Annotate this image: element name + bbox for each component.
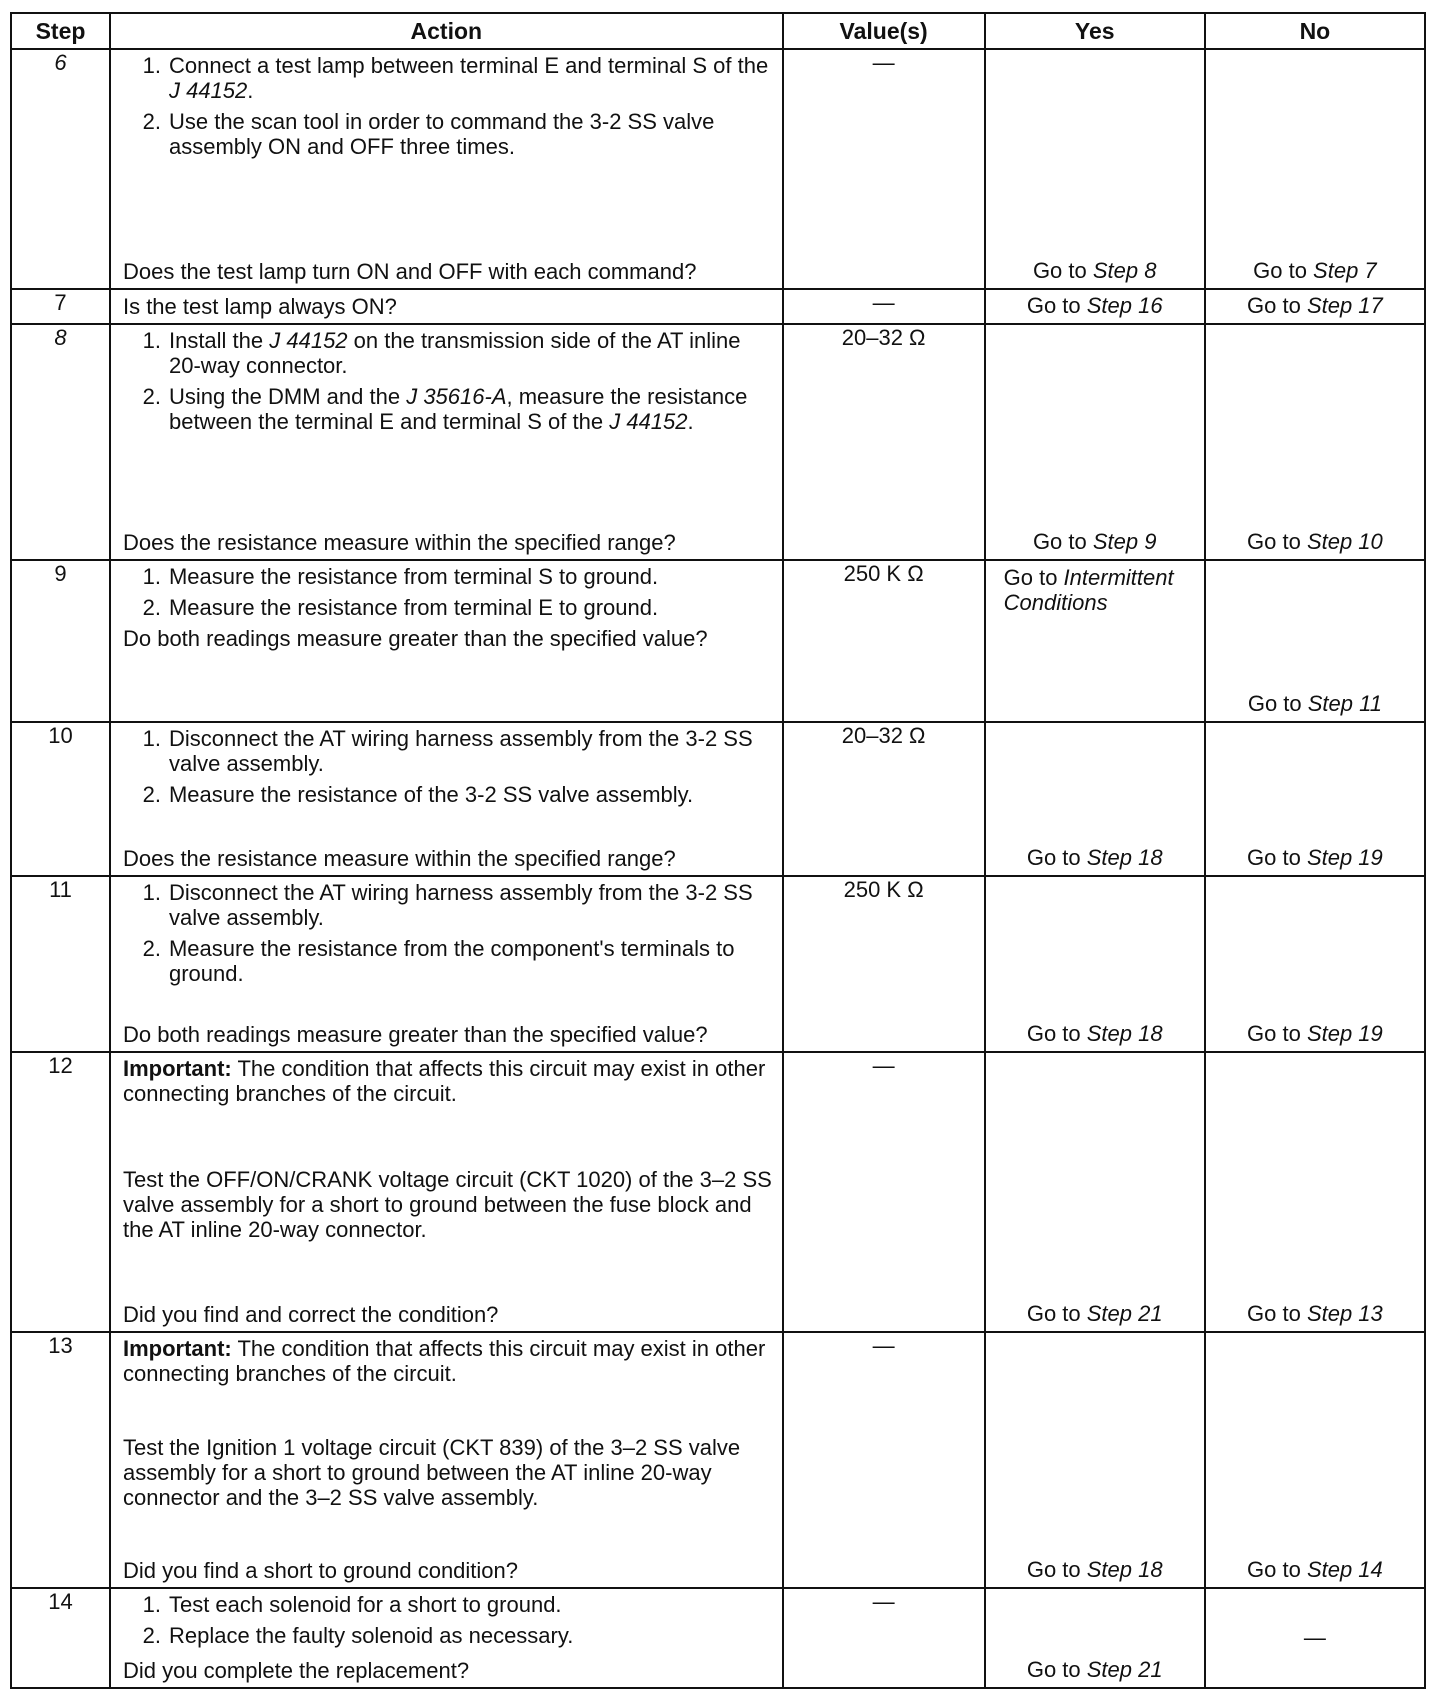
yes-cell — [985, 1588, 1205, 1688]
no-cell — [1205, 1332, 1425, 1588]
list-item: 1. Test each solenoid for a short to ground. — [142, 1592, 562, 1617]
table-row — [11, 289, 1425, 324]
no-cell — [1205, 1052, 1425, 1332]
table-row — [11, 1588, 1425, 1688]
list-item: 1. Disconnect the AT wiring harness assembly from the 3-2 SS valve assembly. — [142, 726, 753, 776]
table-row — [11, 876, 1425, 1052]
list-item: 1. Install the J 44152 on the transmission side of the AT inline 20-way connector. — [142, 328, 741, 378]
question-text: Is the test lamp always ON? — [122, 294, 397, 319]
goto-link[interactable]: Go to Step 17 — [1247, 293, 1383, 318]
list-item: 1. Connect a test lamp between terminal E and terminal S of the J 44152. — [142, 53, 769, 103]
action-cell — [110, 1332, 783, 1588]
list-item: 2. Replace the faulty solenoid as necessary. — [142, 1623, 574, 1648]
yes-cell — [985, 560, 1205, 722]
value-cell: — — [783, 1332, 985, 1588]
action-cell — [110, 289, 783, 324]
value-cell: 20–32 Ω — [783, 722, 985, 876]
header-no: No — [1205, 13, 1425, 49]
yes-cell — [985, 1332, 1205, 1588]
table-row — [11, 1332, 1425, 1588]
header-yes: Yes — [985, 13, 1205, 49]
list-item: 2. Using the DMM and the J 35616-A, measure the resistance between the terminal E and terminal S of the J 44152. — [142, 384, 748, 434]
no-cell — [1205, 49, 1425, 289]
action-cell — [110, 876, 783, 1052]
table-row — [11, 722, 1425, 876]
question-text: Did you complete the replacement? — [122, 1658, 470, 1683]
value-cell: — — [783, 289, 985, 324]
goto-link[interactable]: Go to Step 21 — [1026, 1657, 1163, 1682]
step-number: 12 — [11, 1052, 110, 1332]
value-cell: — — [783, 49, 985, 289]
goto-link[interactable]: Go to Step 9 — [1032, 529, 1157, 554]
important-note: Important: The condition that affects this circuit may exist in other connecting branches of the circuit. — [122, 1336, 766, 1386]
step-number: 13 — [11, 1332, 110, 1588]
list-item: 2. Measure the resistance from the component's terminals to ground. — [142, 936, 735, 986]
question-text: Does the test lamp turn ON and OFF with each command? — [122, 259, 697, 284]
diagnostic-table — [10, 12, 1426, 1689]
table-row — [11, 49, 1425, 289]
yes-cell — [985, 1052, 1205, 1332]
goto-link[interactable]: Go to Step 14 — [1247, 1557, 1383, 1582]
step-number: 11 — [11, 876, 110, 1052]
question-text: Did you find and correct the condition? — [122, 1302, 499, 1327]
goto-link[interactable]: Go to Step 18 — [1026, 845, 1163, 870]
goto-link[interactable]: Go to Step 8 — [1032, 258, 1157, 283]
step-number: 6 — [11, 49, 110, 289]
goto-link[interactable]: Go to Step 7 — [1253, 258, 1377, 283]
question-text: Did you find a short to ground condition? — [122, 1558, 519, 1583]
action-cell — [110, 560, 783, 722]
list-item: 2. Measure the resistance of the 3-2 SS valve assembly. — [142, 782, 694, 807]
header-step: Step — [11, 13, 110, 49]
goto-link[interactable]: Go to Step 19 — [1247, 845, 1383, 870]
value-cell: 250 K Ω — [783, 876, 985, 1052]
no-cell: — — [1205, 1588, 1425, 1688]
question-text: Do both readings measure greater than the specified value? — [122, 626, 708, 651]
instruction-text: Test the Ignition 1 voltage circuit (CKT 839) of the 3–2 SS valve assembly for a short to ground between the AT inline 20-way connector and the 3–2 SS valve assembly. — [122, 1434, 741, 1510]
table-row — [11, 324, 1425, 560]
action-cell — [110, 722, 783, 876]
important-note: Important: The condition that affects this circuit may exist in other connecting branches of the circuit. — [122, 1056, 766, 1106]
yes-cell — [985, 722, 1205, 876]
value-cell: — — [783, 1052, 985, 1332]
action-cell — [110, 324, 783, 560]
no-cell — [1205, 722, 1425, 876]
step-number: 7 — [11, 289, 110, 324]
table-row — [11, 560, 1425, 722]
goto-link[interactable]: Go to Step 18 — [1026, 1557, 1163, 1582]
instruction-text: Test the OFF/ON/CRANK voltage circuit (CKT 1020) of the 3–2 SS valve assembly for a short to ground between the fuse block and the AT inline 20-way connector. — [122, 1166, 772, 1242]
value-cell: 250 K Ω — [783, 560, 985, 722]
header-action: Action — [110, 13, 783, 49]
step-number: 10 — [11, 722, 110, 876]
yes-cell — [985, 289, 1205, 324]
no-cell — [1205, 324, 1425, 560]
goto-link[interactable]: Go to Step 10 — [1247, 529, 1383, 554]
action-cell — [110, 1052, 783, 1332]
yes-cell — [985, 324, 1205, 560]
goto-link[interactable]: Go to Step 19 — [1247, 1021, 1383, 1046]
yes-cell — [985, 49, 1205, 289]
goto-link[interactable]: Go to Intermittent Conditions — [1003, 565, 1174, 615]
value-cell: — — [783, 1588, 985, 1688]
goto-link[interactable]: Go to Step 21 — [1026, 1301, 1163, 1326]
no-cell — [1205, 289, 1425, 324]
yes-cell — [985, 876, 1205, 1052]
question-text: Does the resistance measure within the specified range? — [122, 846, 676, 871]
header-value: Value(s) — [783, 13, 985, 49]
question-text: Does the resistance measure within the specified range? — [122, 530, 676, 555]
value-cell: 20–32 Ω — [783, 324, 985, 560]
list-item: 1. Disconnect the AT wiring harness assembly from the 3-2 SS valve assembly. — [142, 880, 753, 930]
table-row — [11, 1052, 1425, 1332]
goto-link[interactable]: Go to Step 11 — [1247, 691, 1382, 716]
goto-link[interactable]: Go to Step 13 — [1247, 1301, 1383, 1326]
list-item: 1. Measure the resistance from terminal S to ground. — [142, 564, 659, 589]
goto-link[interactable]: Go to Step 18 — [1026, 1021, 1163, 1046]
question-text: Do both readings measure greater than the specified value? — [122, 1022, 708, 1047]
step-number: 8 — [11, 324, 110, 560]
action-cell — [110, 1588, 783, 1688]
action-cell — [110, 49, 783, 289]
list-item: 2. Measure the resistance from terminal E to ground. — [142, 595, 659, 620]
step-number: 9 — [11, 560, 110, 722]
step-number: 14 — [11, 1588, 110, 1688]
list-item: 2. Use the scan tool in order to command the 3-2 SS valve assembly ON and OFF three times. — [142, 109, 715, 159]
header-row — [11, 13, 1425, 49]
no-cell — [1205, 876, 1425, 1052]
no-cell — [1205, 560, 1425, 722]
goto-link[interactable]: Go to Step 16 — [1026, 293, 1163, 318]
